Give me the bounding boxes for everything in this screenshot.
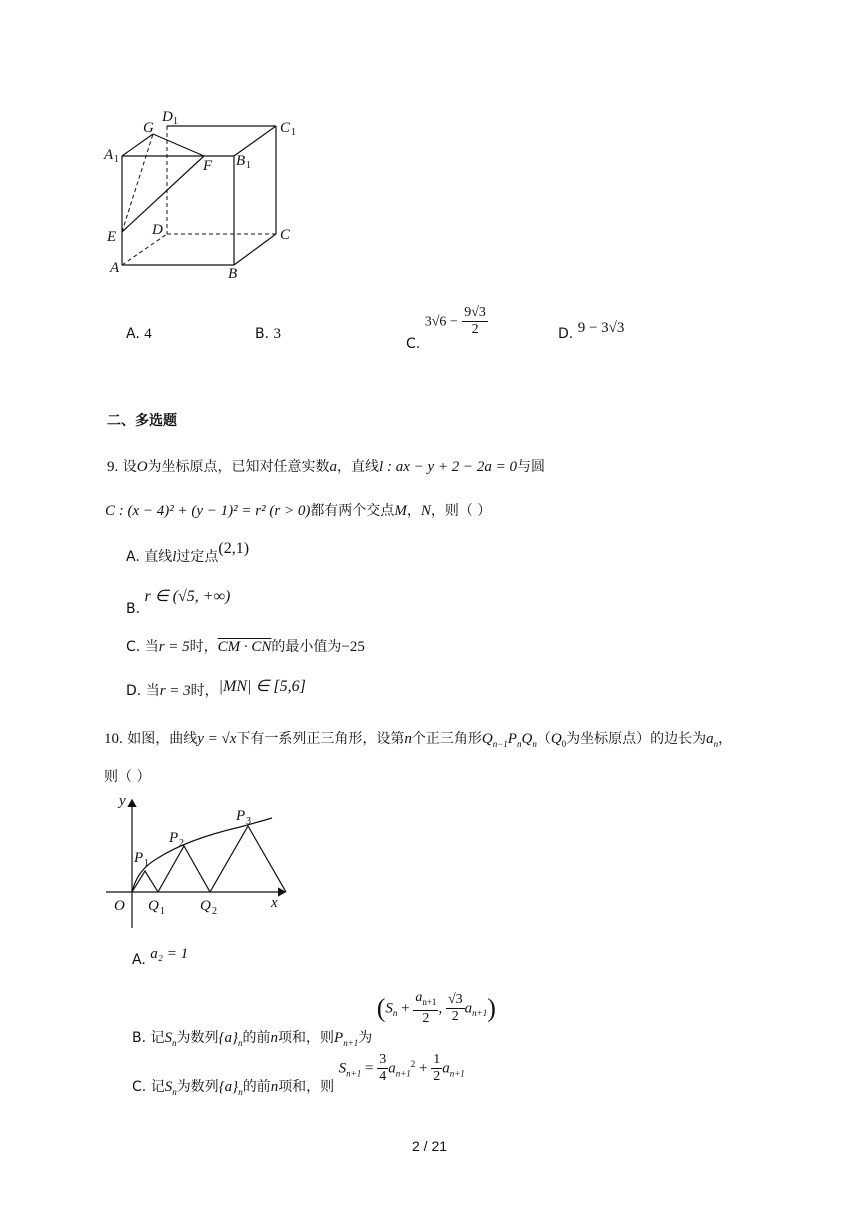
label-c1: C: [280, 120, 291, 136]
svg-text:1: 1: [291, 127, 296, 138]
triangle-3: [210, 826, 286, 892]
svg-text:1: 1: [246, 160, 251, 171]
segment-gf: [153, 134, 204, 156]
svg-text:1: 1: [173, 116, 178, 127]
q8-option-c: C. 3√6 − $\frac{9√3}{2}$: [406, 305, 486, 352]
q8-option-a: A. 4: [126, 326, 152, 342]
label-q1: Q: [148, 898, 159, 914]
page-number: 2 / 21: [412, 1138, 448, 1154]
section-title: 二、多选题: [107, 413, 177, 429]
q10-option-a: A. a₂ = 1: [132, 946, 189, 968]
axis-label-y: y: [119, 793, 126, 809]
circle-equation: C : (x − 4)² + (y − 1)² = r² (r > 0): [105, 503, 311, 519]
svg-text:2: 2: [179, 838, 184, 849]
curve-sqrt-x: [132, 818, 272, 892]
label-q2: Q: [200, 898, 211, 914]
q9-option-c: C. 当r = 5时，CM · CN的最小值为−25: [126, 639, 365, 655]
svg-text:1: 1: [144, 858, 149, 869]
label-origin: O: [114, 898, 125, 914]
edge-bc: [234, 234, 276, 265]
axis-label-x: x: [271, 895, 278, 911]
q10-option-b: B. 记$S_n$为数列$\{a\}_n$的前n项和，则$P_{n+1}$为 ($S_n$ + $\frac{a_{n+1}}{2}$ , $\frac{√3}{2}$ $a_{n+1}$): [132, 990, 496, 1049]
label-f: F: [203, 158, 213, 174]
svg-text:1: 1: [160, 906, 165, 917]
q9-option-a: A. 直线l过定点(2,1): [126, 540, 250, 565]
label-b: B: [228, 266, 238, 282]
label-e: E: [107, 229, 117, 245]
label-c: C: [280, 227, 291, 243]
cube-figure: [100, 108, 310, 283]
label-p1: P: [134, 850, 144, 866]
q9-stem-line2: C : (x − 4)² + (y − 1)² = r² (r > 0)都有两个交点M，N，则（ ）: [105, 503, 492, 519]
line-equation: l : ax − y + 2 − 2a = 0: [379, 459, 518, 475]
edge-b1c1: [234, 126, 276, 156]
label-a1: A: [104, 147, 114, 163]
q9-stem-line1: 9. 设O为坐标原点，已知对任意实数a，直线l : ax − y + 2 − 2a = 0与圆: [107, 459, 546, 475]
q8-option-b: B. 3: [255, 326, 282, 342]
label-d1: D: [162, 109, 173, 125]
segment-ef: [122, 156, 204, 232]
label-b1: B: [236, 153, 246, 169]
curve-equation: y = √x: [197, 731, 237, 747]
label-a: A: [110, 260, 120, 276]
label-d: D: [152, 222, 163, 238]
q10-option-c: C. 记$S_n$为数列$\{a\}_n$的前n项和，则 $S_{n+1}$ = $\frac{3}{4}$ $a_{n+1}^2$ + $\frac{1}{2}$ $a_{n+1}$: [132, 1052, 465, 1097]
q9-option-b: B. r ∈ (√5, +∞): [126, 588, 231, 617]
triangles-figure: [100, 790, 295, 930]
q10-stem-line1: 10. 如图，曲线y = √x下有一系列正三角形，设第n个正三角形$Q_{n-1}P_nQ_n(Q_0$为坐标原点）的边长为$a_n$，: [104, 731, 733, 749]
svg-text:3: 3: [246, 816, 251, 827]
label-p2: P: [169, 830, 179, 846]
label-p3: P: [236, 808, 246, 824]
label-g: G: [143, 120, 154, 136]
q10-stem-line2: 则（ ）: [104, 769, 151, 785]
svg-text:2: 2: [212, 906, 217, 917]
q9-option-d: D. 当r = 3时，|MN| ∈ [5,6]: [126, 678, 306, 699]
svg-text:1: 1: [114, 154, 119, 165]
edge-ad: [122, 234, 167, 265]
edge-a1g: [122, 134, 153, 156]
q8-option-d: D. 9 − 3√3: [558, 320, 625, 342]
